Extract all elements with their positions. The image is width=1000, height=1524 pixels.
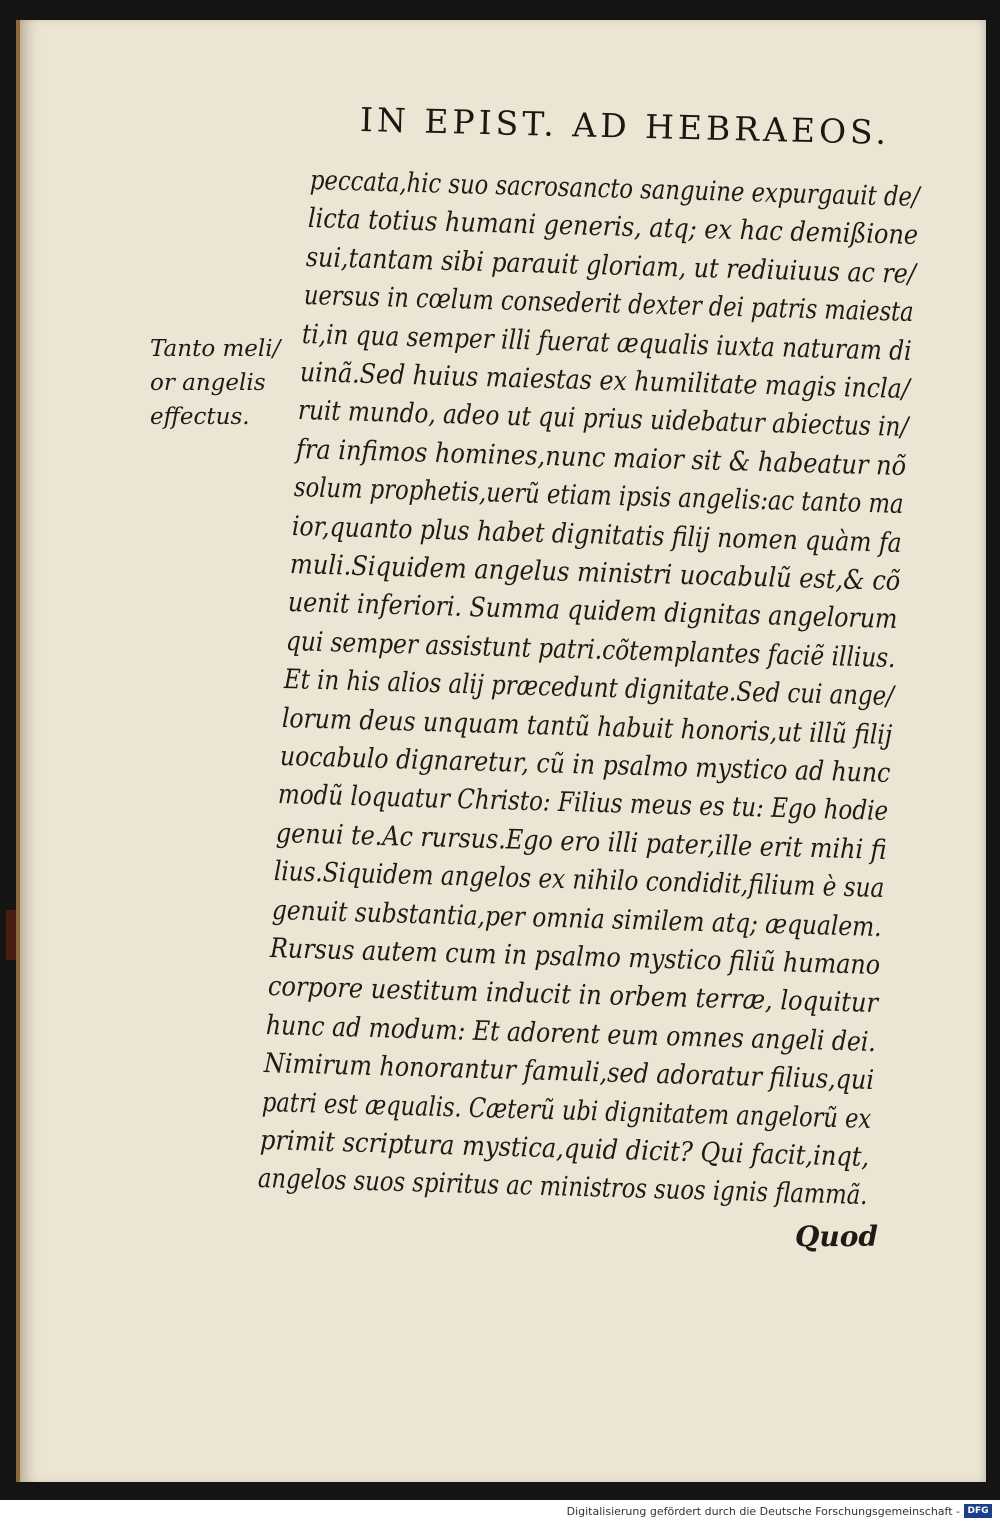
text-line: fra infimos homines,nunc maior sit & habeatur nõ — [295, 433, 907, 482]
text-line: uersus in cœlum consederit dexter dei patris maiesta — [303, 280, 914, 329]
catchword: Quod — [795, 1220, 879, 1253]
text-line: Rursus autem cum in psalmo mystico filiũ humano — [269, 933, 881, 982]
margin-note-line: Tanto meli/ — [150, 336, 281, 362]
text-line: genuit substantia,per omnia similem atq; æqualem. — [271, 894, 883, 943]
text-line: lorum deus unquam tantũ habuit honoris,ut illũ filij — [281, 702, 893, 751]
text-line: patri est æqualis. Cæterũ ubi dignitatem angelorũ ex — [261, 1086, 872, 1135]
text-line: ior,quanto plus habet dignitatis filij nomen quàm fa — [291, 510, 903, 559]
running-head: IN EPIST. AD HEBRAEOS. — [359, 100, 891, 152]
text-line: genui te.Ac rursus.Ego ero illi pater,ille erit mihi fi — [275, 817, 887, 866]
footer-bar — [0, 1500, 1000, 1524]
text-line: angelos suos spiritus ac ministros suos ignis flammã. — [257, 1163, 868, 1212]
text-line: corpore uestitum inducit in orbem terræ, loquitur — [267, 971, 879, 1020]
text-line: Nimirum honorantur famuli,sed adoratur filius,qui — [263, 1048, 875, 1097]
text-line: uocabulo dignaretur, cũ in psalmo mystico ad hunc — [279, 741, 891, 790]
text-line: hunc ad modum: Et adorent eum omnes angeli dei. — [265, 1009, 877, 1058]
text-line: sui,tantam sibi parauit gloriam, ut rediuiuus ac re/ — [305, 241, 917, 290]
text-line: Et in his alios alij præcedunt dignitate.Sed cui ange/ — [283, 664, 895, 713]
text-line: ruit mundo, adeo ut qui prius uidebatur abiectus in/ — [297, 395, 909, 444]
margin-note — [150, 332, 280, 434]
text-line: qui semper assistunt patri.cõtemplantes faciẽ illius. — [285, 625, 896, 674]
margin-note-line: effectus. — [150, 404, 250, 430]
dfg-logo-icon: DFG — [964, 1504, 992, 1518]
binding-mark — [6, 910, 16, 960]
text-line: primit scriptura mystica,quid dicit? Qui facit,inqt, — [259, 1125, 870, 1174]
text-line: uinã.Sed huius maiestas ex humilitate magis incla/ — [299, 357, 911, 406]
text-line: uenit inferiori. Summa quidem dignitas angelorum — [287, 587, 898, 636]
text-line: peccata,hic suo sacrosancto sanguine expurgauit de/ — [309, 165, 920, 214]
text-line: ti,in qua semper illi fuerat æqualis iuxta naturam di — [301, 318, 912, 367]
text-line: modũ loquatur Christo: Filius meus es tu: Ego hodie — [277, 779, 889, 828]
text-line: lius.Siquidem angelos ex nihilo condidit,filium è sua — [273, 856, 885, 905]
text-line: licta totius humani generis, atq; ex hac demißione — [307, 203, 919, 252]
margin-note-line: or angelis — [150, 370, 266, 396]
funding-credit: Digitalisierung gefördert durch die Deutsche Forschungsgemeinschaft - — [566, 1505, 960, 1518]
text-line: solum prophetis,uerũ etiam ipsis angelis:ac tanto ma — [293, 472, 904, 521]
text-line: muli.Siquidem angelus ministri uocabulũ est,& cõ — [289, 549, 901, 598]
